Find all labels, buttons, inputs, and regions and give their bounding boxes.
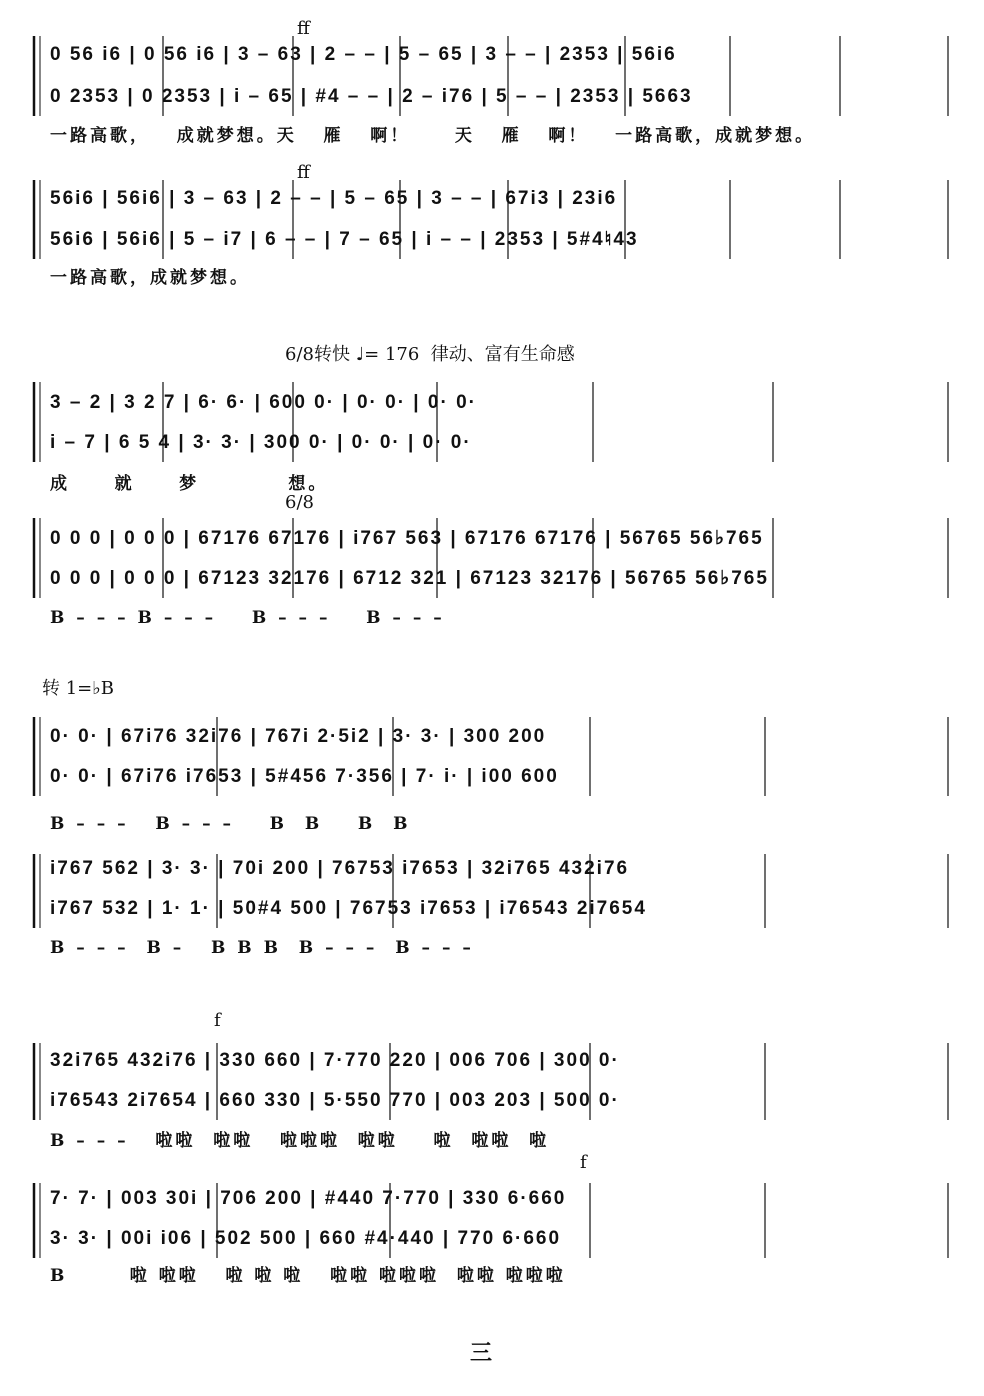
notation-row: 56i6 | 56i6 | 5 – i7 | 6 – – | 7 – 65 | i – – | 2353 | 5#4♮43 [50,229,639,250]
notation-row: 0· 0· | 67i76 32i76 | 767i 2·5i2 | 3· 3· | 300 200 [50,726,547,747]
marking-f1: f [214,1010,221,1031]
notation-row: 0· 0· | 67i76 i7653 | 5#456 7·356 | 7· i· | i00 600 [50,766,559,787]
lyric-row: B – – – B – B B B B – – – B – – – [50,938,474,958]
marking-key: 转 1=♭B [42,678,114,699]
notation-row: 7· 7· | 003 30i | 706 200 | #440 7·770 | 330 6·660 [50,1188,567,1209]
notation-row: i767 532 | 1· 1· | 50#4 500 | 76753 i7653 | i76543 2i7654 [50,898,647,919]
notation-row: i – 7 | 6 5 4 | 3· 3· | 300 0· | 0· 0· | 0· 0· [50,432,472,453]
notation-row: 3· 3· | 00i i06 | 502 500 | 660 #4·440 | 770 6·660 [50,1228,562,1249]
notation-row: i76543 2i7654 | 660 330 | 5·550 770 | 003 203 | 500 0· [50,1090,620,1111]
lyric-row: B – – – B – – – B – – – B – – – [50,608,445,628]
notation-row: i767 562 | 3· 3· | 70i 200 | 76753 i7653 | 32i765 432i76 [50,858,630,879]
lyric-row: 一路高歌，成就梦想。 [50,268,250,288]
notation-row: 3 – 2 | 3 2 7 | 6· 6· | 600 0· | 0· 0· | 0· 0· [50,392,477,413]
notation-row: 0 0 0 | 0 0 0 | 67176 67176 | i767 563 | 67176 67176 | 56765 56♭765 [50,528,764,549]
lyric-row: B – – – B – – – B B B B [50,814,411,834]
notation-row: 56i6 | 56i6 | 3 – 63 | 2 – – | 5 – 65 | 3 – – | 67i3 | 23i6 [50,188,618,209]
marking-f2: f [580,1152,587,1173]
lyric-row: 一路高歌， 成就梦想。天 雁 啊！ 天 雁 啊！ 一路高歌，成就梦想。 [50,126,816,146]
page-number: 三 [470,1340,493,1366]
marking-68: 6/8 [285,492,314,513]
marking-ff2: ff [297,162,310,183]
marking-ff1: ff [297,18,310,39]
notation-row: 0 0 0 | 0 0 0 | 67123 32176 | 6712 321 | 67123 32176 | 56765 56♭765 [50,568,769,589]
notation-row: 32i765 432i76 | 330 660 | 7·770 220 | 006 706 | 300 0· [50,1050,620,1071]
lyric-row: 成 就 梦 想。 [50,474,329,494]
lyric-row: B 啦 啦啦 啦 啦 啦 啦啦 啦啦啦 啦啦 啦啦啦 [50,1266,566,1286]
marking-tempo: 6/8转快 ♩= 176 律动、富有生命感 [285,344,575,365]
notation-row: 0 56 i6 | 0 56 i6 | 3 – 63 | 2 – – | 5 – 65 | 3 – – | 2353 | 56i6 [50,44,677,65]
notation-row: 0 2353 | 0 2353 | i – 65 | #4 – – | 2 – i76 | 5 – – | 2353 | 5663 [50,86,693,107]
lyric-row: B – – – 啦啦 啦啦 啦啦啦 啦啦 啦 啦啦 啦 [50,1131,550,1151]
